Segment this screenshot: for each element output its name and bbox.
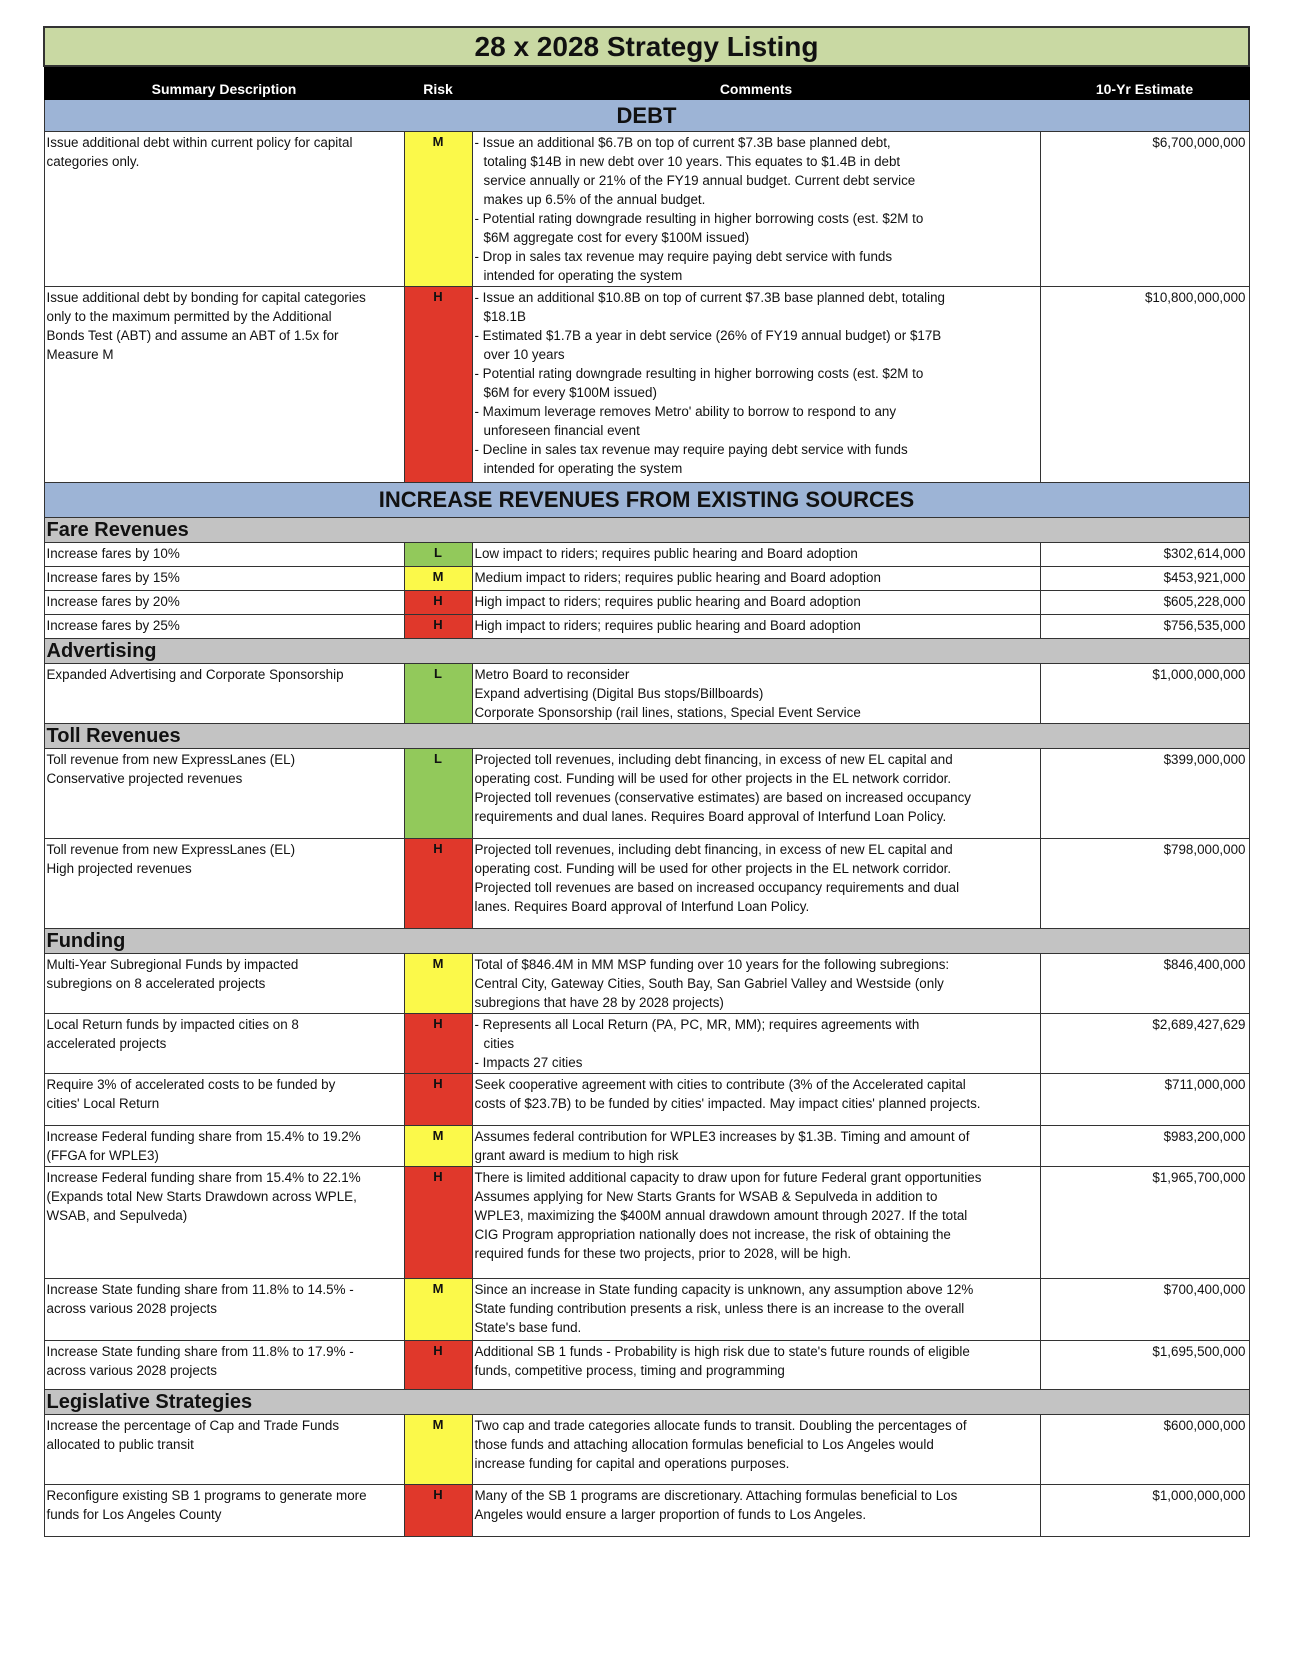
category-title: Funding [44, 929, 1249, 954]
summary-cell [44, 1074, 404, 1126]
comments-cell [472, 567, 1040, 591]
estimate-cell: $983,200,000 [1040, 1126, 1249, 1167]
summary-line: Increase Federal funding share from 15.4% to 19.2% [46, 1129, 361, 1144]
summary-cell [44, 1279, 404, 1341]
comment-line: Seek cooperative agreement with cities to contribute (3% of the Accelerated capital [474, 1077, 966, 1092]
category-header-row [44, 929, 1249, 954]
summary-line: categories only. [46, 154, 140, 169]
comment-line: operating cost. Funding will be used for other projects in the EL network corridor. [474, 771, 952, 786]
summary-cell [44, 1485, 404, 1537]
comments-cell [472, 1341, 1040, 1390]
comment-line: Angeles would ensure a larger proportion of funds to Los Angeles. [474, 1507, 867, 1522]
estimate-cell: $399,000,000 [1040, 749, 1249, 839]
table-row [44, 615, 1249, 639]
comment-line: High impact to riders; requires public hearing and Board adoption [474, 594, 861, 609]
category-title: Fare Revenues [44, 518, 1249, 543]
comments-cell [472, 1014, 1040, 1074]
estimate-cell: $600,000,000 [1040, 1415, 1249, 1485]
summary-cell [44, 591, 404, 615]
comments-cell [472, 1485, 1040, 1537]
summary-line: Bonds Test (ABT) and assume an ABT of 1.5x for [46, 328, 339, 343]
estimate-cell: $756,535,000 [1040, 615, 1249, 639]
summary-line: Multi-Year Subregional Funds by impacted [46, 957, 299, 972]
risk-cell: H [404, 591, 472, 615]
estimate-cell: $798,000,000 [1040, 839, 1249, 929]
comments-cell [472, 287, 1040, 483]
summary-line: Increase State funding share from 11.8% to 17.9% - [46, 1344, 354, 1359]
risk-cell: H [404, 615, 472, 639]
summary-line: allocated to public transit [46, 1437, 194, 1452]
summary-cell [44, 615, 404, 639]
comment-line: - Drop in sales tax revenue may require paying debt service with funds [474, 249, 893, 264]
comment-line: requirements and dual lanes. Requires Board approval of Interfund Loan Policy. [474, 809, 947, 824]
risk-cell: M [404, 1126, 472, 1167]
summary-line: funds for Los Angeles County [46, 1507, 222, 1522]
comment-line: Two cap and trade categories allocate funds to transit. Doubling the percentages of [474, 1418, 967, 1433]
category-header-row [44, 639, 1249, 664]
comments-cell [472, 1167, 1040, 1279]
summary-cell [44, 839, 404, 929]
section-header-row [44, 100, 1249, 132]
table-row [44, 1415, 1249, 1485]
table-row [44, 543, 1249, 567]
table-row [44, 1279, 1249, 1341]
table-row [44, 839, 1249, 929]
summary-cell [44, 1167, 404, 1279]
summary-line: Measure M [46, 347, 114, 362]
risk-cell: H [404, 1014, 472, 1074]
comment-line: intended for operating the system [483, 461, 683, 476]
summary-line: Increase fares by 20% [46, 594, 180, 609]
estimate-cell: $10,800,000,000 [1040, 287, 1249, 483]
summary-cell [44, 749, 404, 839]
comments-cell [472, 591, 1040, 615]
strategy-sheet [43, 26, 1248, 1537]
summary-line: Toll revenue from new ExpressLanes (EL) [46, 752, 296, 767]
comments-cell [472, 1415, 1040, 1485]
comments-cell [472, 749, 1040, 839]
comment-line: Assumes applying for New Starts Grants for WSAB & Sepulveda in addition to [474, 1189, 938, 1204]
comment-line: $6M aggregate cost for every $100M issued) [483, 230, 750, 245]
table-row [44, 664, 1249, 724]
comment-line: Expand advertising (Digital Bus stops/Billboards) [474, 686, 764, 701]
risk-cell: M [404, 567, 472, 591]
comments-cell [472, 543, 1040, 567]
comment-line: those funds and attaching allocation formulas beneficial to Los Angeles would [474, 1437, 934, 1452]
summary-line: Increase fares by 10% [46, 546, 180, 561]
comment-line: lanes. Requires Board approval of Interfund Loan Policy. [474, 899, 810, 914]
comment-line: - Represents all Local Return (PA, PC, MR, MM); requires agreements with [474, 1017, 920, 1032]
comments-cell [472, 615, 1040, 639]
summary-line: Increase State funding share from 11.8% to 14.5% - [46, 1282, 354, 1297]
table-row [44, 591, 1249, 615]
summary-cell [44, 1341, 404, 1390]
summary-line: Increase fares by 15% [46, 570, 180, 585]
comment-line: Assumes federal contribution for WPLE3 increases by $1.3B. Timing and amount of [474, 1129, 970, 1144]
comments-cell [472, 1126, 1040, 1167]
summary-line: Require 3% of accelerated costs to be funded by [46, 1077, 336, 1092]
table-body [44, 100, 1249, 1537]
comment-line: Total of $846.4M in MM MSP funding over 10 years for the following subregions: [474, 957, 950, 972]
risk-cell: M [404, 954, 472, 1014]
header-estimate: 10-Yr Estimate [1040, 66, 1249, 100]
estimate-cell: $846,400,000 [1040, 954, 1249, 1014]
risk-cell: H [404, 1341, 472, 1390]
comment-line: Metro Board to reconsider [474, 667, 630, 682]
table-row [44, 1014, 1249, 1074]
comment-line: Projected toll revenues (conservative estimates) are based on increased occupancy [474, 790, 971, 805]
comment-line: operating cost. Funding will be used for other projects in the EL network corridor. [474, 861, 952, 876]
header-summary: Summary Description [44, 66, 404, 100]
estimate-cell: $1,965,700,000 [1040, 1167, 1249, 1279]
summary-cell [44, 1014, 404, 1074]
summary-line: across various 2028 projects [46, 1363, 217, 1378]
category-title: Toll Revenues [44, 724, 1249, 749]
comment-line: Projected toll revenues are based on increased occupancy requirements and dual [474, 880, 960, 895]
comment-line: - Estimated $1.7B a year in debt service (26% of FY19 annual budget) or $17B [474, 328, 942, 343]
comment-line: $6M for every $100M issued) [483, 385, 657, 400]
comments-cell [472, 1074, 1040, 1126]
comment-line: State funding contribution presents a risk, unless there is an increase to the overall [474, 1301, 965, 1316]
title-row [44, 27, 1249, 66]
comment-line: Projected toll revenues, including debt financing, in excess of new EL capital and [474, 842, 953, 857]
comment-line: Low impact to riders; requires public hearing and Board adoption [474, 546, 858, 561]
estimate-cell: $1,695,500,000 [1040, 1341, 1249, 1390]
risk-cell: H [404, 1167, 472, 1279]
table-row [44, 567, 1249, 591]
table-row [44, 1485, 1249, 1537]
category-header-row [44, 518, 1249, 543]
table-row [44, 954, 1249, 1014]
comment-line: subregions that have 28 by 2028 projects) [474, 995, 724, 1010]
risk-cell: M [404, 1415, 472, 1485]
summary-cell [44, 1415, 404, 1485]
risk-cell: H [404, 1074, 472, 1126]
summary-cell [44, 287, 404, 483]
comment-line: CIG Program appropriation nationally does not increase, the risk of obtaining the [474, 1227, 951, 1242]
summary-line: Issue additional debt within current policy for capital [46, 135, 353, 150]
comment-line: - Issue an additional $6.7B on top of current $7.3B base planned debt, [474, 135, 891, 150]
risk-cell: M [404, 1279, 472, 1341]
comment-line: - Maximum leverage removes Metro' ability to borrow to respond to any [474, 404, 897, 419]
estimate-cell: $2,689,427,629 [1040, 1014, 1249, 1074]
table-row [44, 1074, 1249, 1126]
comment-line: - Potential rating downgrade resulting in higher borrowing costs (est. $2M to [474, 366, 924, 381]
estimate-cell: $605,228,000 [1040, 591, 1249, 615]
comment-line: required funds for these two projects, prior to 2028, will be high. [474, 1246, 852, 1261]
comment-line: unforeseen financial event [483, 423, 640, 438]
table-row [44, 1167, 1249, 1279]
category-header-row [44, 1390, 1249, 1415]
summary-cell [44, 954, 404, 1014]
comment-line: State's base fund. [474, 1320, 582, 1335]
summary-line: only to the maximum permitted by the Additional [46, 309, 332, 324]
risk-cell: H [404, 1485, 472, 1537]
summary-cell [44, 132, 404, 287]
comment-line: Central City, Gateway Cities, South Bay, San Gabriel Valley and Westside (only [474, 976, 944, 991]
summary-line: (Expands total New Starts Drawdown across WPLE, [46, 1189, 357, 1204]
comment-line: over 10 years [483, 347, 565, 362]
strategy-table [43, 26, 1250, 1537]
risk-cell: H [404, 287, 472, 483]
summary-cell [44, 664, 404, 724]
comment-line: cities [483, 1036, 515, 1051]
summary-line: Expanded Advertising and Corporate Sponsorship [46, 667, 344, 682]
estimate-cell: $711,000,000 [1040, 1074, 1249, 1126]
comment-line: High impact to riders; requires public hearing and Board adoption [474, 618, 861, 633]
summary-line: across various 2028 projects [46, 1301, 217, 1316]
comment-line: service annually or 21% of the FY19 annual budget. Current debt service [483, 173, 916, 188]
summary-line: High projected revenues [46, 861, 192, 876]
estimate-cell: $700,400,000 [1040, 1279, 1249, 1341]
table-row [44, 749, 1249, 839]
summary-line: Reconfigure existing SB 1 programs to generate more [46, 1488, 367, 1503]
risk-cell: L [404, 749, 472, 839]
estimate-cell: $1,000,000,000 [1040, 664, 1249, 724]
section-title: INCREASE REVENUES FROM EXISTING SOURCES [44, 483, 1249, 518]
summary-line: WSAB, and Sepulveda) [46, 1208, 188, 1223]
estimate-cell: $6,700,000,000 [1040, 132, 1249, 287]
comment-line: costs of $23.7B) to be funded by cities' impacted. May impact cities' planned projects. [474, 1096, 981, 1111]
risk-cell: M [404, 132, 472, 287]
comment-line: There is limited additional capacity to draw upon for future Federal grant opportunities [474, 1170, 982, 1185]
comment-line: Medium impact to riders; requires public hearing and Board adoption [474, 570, 881, 585]
summary-cell [44, 1126, 404, 1167]
summary-cell [44, 543, 404, 567]
summary-line: Toll revenue from new ExpressLanes (EL) [46, 842, 296, 857]
comment-line: WPLE3, maximizing the $400M annual drawdown amount through 2027. If the total [474, 1208, 968, 1223]
summary-line: (FFGA for WPLE3) [46, 1148, 159, 1163]
estimate-cell: $453,921,000 [1040, 567, 1249, 591]
comment-line: - Potential rating downgrade resulting in higher borrowing costs (est. $2M to [474, 211, 924, 226]
summary-line: accelerated projects [46, 1036, 167, 1051]
summary-cell [44, 567, 404, 591]
comments-cell [472, 1279, 1040, 1341]
table-row [44, 287, 1249, 483]
table-row [44, 132, 1249, 287]
category-header-row [44, 724, 1249, 749]
page-title: 28 x 2028 Strategy Listing [44, 27, 1249, 66]
comment-line: - Decline in sales tax revenue may require paying debt service with funds [474, 442, 908, 457]
category-title: Legislative Strategies [44, 1390, 1249, 1415]
section-title: DEBT [44, 100, 1249, 132]
comment-line: makes up 6.5% of the annual budget. [483, 192, 706, 207]
comments-cell [472, 954, 1040, 1014]
comment-line: - Issue an additional $10.8B on top of current $7.3B base planned debt, totaling [474, 290, 945, 305]
table-row [44, 1341, 1249, 1390]
summary-line: Conservative projected revenues [46, 771, 243, 786]
comment-line: grant award is medium to high risk [474, 1148, 679, 1163]
comment-line: Additional SB 1 funds - Probability is high risk due to state's future rounds of eligible [474, 1344, 970, 1359]
comment-line: intended for operating the system [483, 268, 683, 283]
comment-line: Projected toll revenues, including debt financing, in excess of new EL capital and [474, 752, 953, 767]
risk-cell: L [404, 543, 472, 567]
comment-line: increase funding for capital and operations purposes. [474, 1456, 790, 1471]
comment-line: funds, competitive process, timing and programming [474, 1363, 785, 1378]
estimate-cell: $302,614,000 [1040, 543, 1249, 567]
category-title: Advertising [44, 639, 1249, 664]
header-risk: Risk [404, 66, 472, 100]
summary-line: Increase Federal funding share from 15.4% to 22.1% [46, 1170, 361, 1185]
risk-cell: H [404, 839, 472, 929]
estimate-cell: $1,000,000,000 [1040, 1485, 1249, 1537]
summary-line: Local Return funds by impacted cities on 8 [46, 1017, 299, 1032]
comments-cell [472, 839, 1040, 929]
comment-line: Corporate Sponsorship (rail lines, stations, Special Event Service [474, 705, 861, 720]
summary-line: Increase fares by 25% [46, 618, 180, 633]
section-header-row [44, 483, 1249, 518]
summary-line: Issue additional debt by bonding for capital categories [46, 290, 366, 305]
comment-line: totaling $14B in new debt over 10 years. This equates to $1.4B in debt [483, 154, 901, 169]
table-row [44, 1126, 1249, 1167]
comment-line: Many of the SB 1 programs are discretionary. Attaching formulas beneficial to Los [474, 1488, 958, 1503]
comments-cell [472, 664, 1040, 724]
summary-line: Increase the percentage of Cap and Trade Funds [46, 1418, 340, 1433]
summary-line: subregions on 8 accelerated projects [46, 976, 266, 991]
comment-line: $18.1B [483, 309, 526, 324]
summary-line: cities' Local Return [46, 1096, 160, 1111]
comments-cell [472, 132, 1040, 287]
comment-line: Since an increase in State funding capacity is unknown, any assumption above 12% [474, 1282, 974, 1297]
comment-line: - Impacts 27 cities [474, 1055, 583, 1070]
header-row [44, 66, 1249, 100]
header-comments: Comments [472, 66, 1040, 100]
risk-cell: L [404, 664, 472, 724]
